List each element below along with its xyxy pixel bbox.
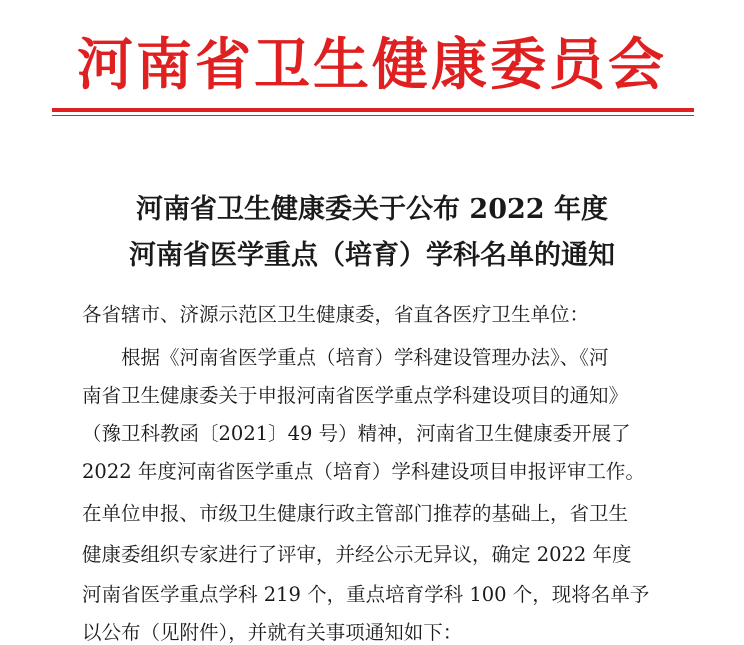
body-line-3: （豫卫科教函〔2021〕49 号）精神，河南省卫生健康委开展了 bbox=[82, 422, 631, 445]
body-line-1: 根据《河南省医学重点（培育）学科建设管理办法》、《河 bbox=[82, 346, 609, 369]
masthead-red-rule bbox=[52, 108, 694, 112]
body-line-7: 河南省医学重点学科 219 个，重点培育学科 100 个，现将名单予 bbox=[82, 583, 650, 606]
masthead-red-rule-thin bbox=[52, 115, 694, 116]
body-line-8: 以公布（见附件），并就有关事项通知如下： bbox=[82, 621, 463, 644]
masthead-org-name: 河南省卫生健康委员会 bbox=[77, 33, 667, 98]
body-line-4: 2022 年度河南省医学重点（培育）学科建设项目申报评审工作。 bbox=[82, 460, 645, 483]
body-line-6: 健康委组织专家进行了评审，并经公示无异议，确定 2022 年度 bbox=[82, 543, 632, 566]
body-line-2: 南省卫生健康委关于申报河南省医学重点学科建设项目的通知》 bbox=[82, 384, 629, 407]
document-title-line-2: 河南省医学重点（培育）学科名单的通知 bbox=[129, 240, 615, 271]
document-title-line-1: 河南省卫生健康委关于公布 2022 年度 bbox=[136, 194, 608, 225]
salutation: 各省辖市、济源示范区卫生健康委，省直各医疗卫生单位： bbox=[82, 303, 590, 326]
body-line-5: 在单位申报、市级卫生健康行政主管部门推荐的基础上，省卫生 bbox=[82, 502, 629, 525]
